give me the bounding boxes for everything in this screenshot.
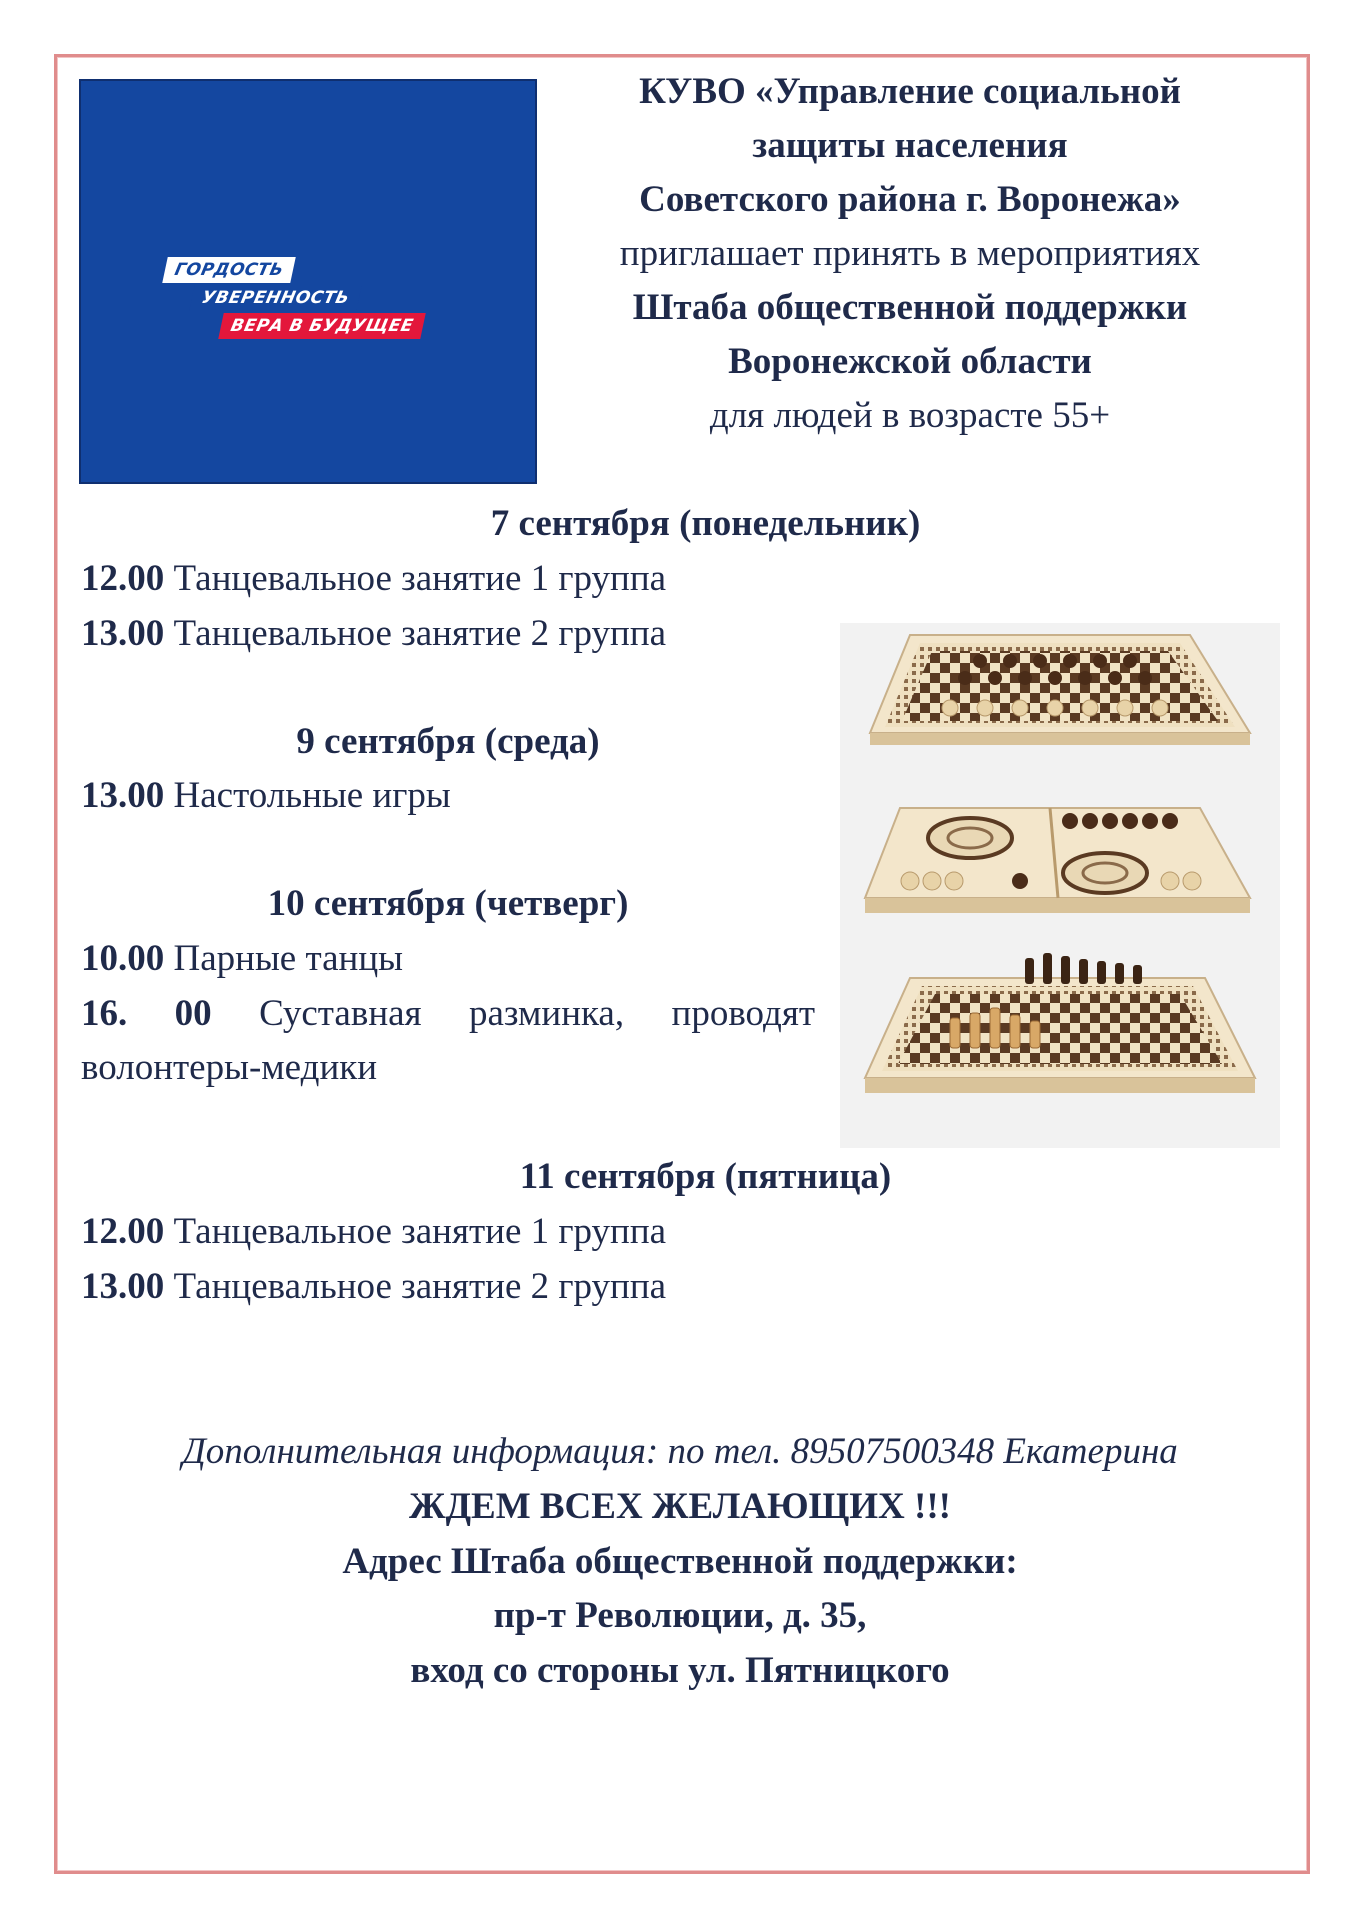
board-games-illustration bbox=[840, 623, 1280, 1148]
address-entrance: вход со стороны ул. Пятницкого bbox=[410, 1650, 950, 1691]
address-title: Адрес Штаба общественной поддержки: bbox=[342, 1541, 1018, 1582]
event-title: Настольные игры bbox=[173, 775, 451, 816]
invite-text: приглашает принять в мероприятиях bbox=[619, 233, 1201, 274]
schedule-item bbox=[81, 774, 451, 817]
event-time: 12.00 bbox=[81, 558, 165, 599]
event-title: Парные танцы bbox=[173, 938, 403, 979]
schedule-item bbox=[81, 1265, 666, 1308]
day-heading: 7 сентября (понедельник) bbox=[490, 503, 921, 544]
org-name-line-3: Советского района г. Воронежа» bbox=[639, 179, 1181, 220]
board-games-image bbox=[840, 623, 1280, 1148]
schedule-item bbox=[81, 1210, 666, 1253]
header bbox=[560, 65, 1260, 443]
logo-line-pride: ГОРДОСТЬ bbox=[162, 257, 296, 283]
event-title: Суставная разминка, проводят волонтеры-медики bbox=[81, 993, 816, 1088]
event-time: 16. 00 bbox=[81, 993, 212, 1034]
event-title: Танцевальное занятие 1 группа bbox=[173, 1211, 667, 1252]
org-name-line-2: защиты населения bbox=[752, 125, 1068, 166]
event-time: 10.00 bbox=[81, 938, 165, 979]
event-time: 13.00 bbox=[81, 1266, 165, 1307]
event-time: 13.00 bbox=[81, 613, 165, 654]
checkers-board bbox=[870, 635, 1250, 745]
address-street: пр-т Революции, д. 35, bbox=[493, 1595, 867, 1636]
org-name-line-1: КУВО «Управление социальной bbox=[639, 71, 1181, 112]
day-heading: 9 сентября (среда) bbox=[296, 721, 600, 762]
schedule-item bbox=[81, 557, 666, 600]
event-title: Танцевальное занятие 2 группа bbox=[173, 1266, 667, 1307]
backgammon-board bbox=[865, 808, 1250, 913]
schedule-item bbox=[81, 987, 815, 1095]
day-heading: 11 сентября (пятница) bbox=[519, 1156, 892, 1197]
event-time: 12.00 bbox=[81, 1211, 165, 1252]
campaign-logo bbox=[79, 79, 537, 484]
contact-info: Дополнительная информация: по тел. 89507500348 Екатерина bbox=[182, 1431, 1178, 1472]
event-title: Танцевальное занятие 2 группа bbox=[173, 613, 667, 654]
welcome-text: ЖДЕМ ВСЕХ ЖЕЛАЮЩИХ !!! bbox=[408, 1486, 951, 1527]
logo-line-faith: ВЕРА В БУДУЩЕЕ bbox=[218, 313, 426, 339]
chess-board bbox=[865, 953, 1255, 1093]
event-time: 13.00 bbox=[81, 775, 165, 816]
schedule-item bbox=[81, 937, 403, 980]
event-title: Танцевальное занятие 1 группа bbox=[173, 558, 667, 599]
logo-line-confidence: УВЕРЕННОСТЬ bbox=[189, 285, 362, 311]
hq-name-line-2: Воронежской области bbox=[728, 341, 1092, 382]
audience-text: для людей в возрасте 55+ bbox=[709, 395, 1111, 436]
day-heading: 10 сентября (четверг) bbox=[267, 883, 629, 924]
schedule-item bbox=[81, 612, 666, 655]
hq-name-line-1: Штаба общественной поддержки bbox=[632, 287, 1188, 328]
